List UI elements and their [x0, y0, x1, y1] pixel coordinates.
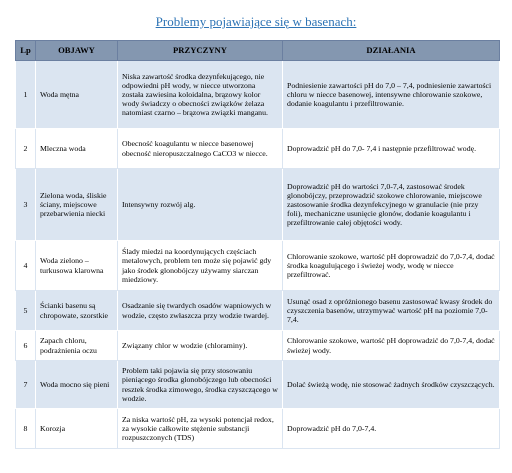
row-number: 1: [16, 61, 36, 129]
row-symptom: Woda mętna: [36, 61, 118, 129]
row-action: Doprowadzić pH do wartości 7,0-7,4, zastosować środek glonobójczy, przeprowadzić szokowe chlorowanie, miejscowe zastosowanie środka dezynfekcyjnego w granulacie (nie przy foli), mechaniczne usunięcie glonów, dodanie koagulantu i przefiltrowanie całej objętości wody.: [283, 169, 500, 241]
row-number: 2: [16, 129, 36, 169]
row-symptom: Woda mocno się pieni: [36, 361, 118, 409]
header-lp: Lp: [16, 41, 36, 61]
row-cause: Intensywny rozwój alg.: [118, 169, 283, 241]
row-cause: Osadzanie się twardych osadów wapniowych w wodzie, często zwłaszcza przy wodzie twardej.: [118, 291, 283, 331]
row-action: Chlorowanie szokowe, wartość pH doprowadzić do 7,0-7,4, dodać świeżej wody.: [283, 331, 500, 361]
table-row: [16, 409, 500, 449]
row-number: 7: [16, 361, 36, 409]
row-symptom: Zapach chloru, podrażnienia oczu: [36, 331, 118, 361]
table-row: [16, 331, 500, 361]
table-header-row: [16, 41, 500, 61]
row-action: Usunąć osad z opróżnionego basenu zastosować kwasy środek do czyszczenia basenów, utrzymywać wartość pH na poziomie 7,0-7,4.: [283, 291, 500, 331]
row-cause: Ślady miedzi na koordynujących częściach metalowych, problem ten może się pojawić gdy jako środek glonobójczy używamy siarczan miedziowy.: [118, 241, 283, 291]
table-row: [16, 61, 500, 129]
table-row: [16, 361, 500, 409]
row-symptom: Mleczna woda: [36, 129, 118, 169]
table-row: [16, 169, 500, 241]
row-action: Dolać świeżą wodę, nie stosować żadnych środków czyszczących.: [283, 361, 500, 409]
row-symptom: Zielona woda, śliskie ściany, miejscowe przebarwienia niecki: [36, 169, 118, 241]
row-symptom: Woda zielono – turkusowa klarowna: [36, 241, 118, 291]
row-cause: Niska zawartość środka dezynfekującego, nie odpowiedni pH wody, w niecce utworzona została zawiesina koloidalna, brązowy kolor wody świadczy o obecności związków żelaza natomiast czarno – brązowa związki manganu.: [118, 61, 283, 129]
header-przyczyny: PRZYCZYNY: [118, 41, 283, 61]
row-action: Chlorowanie szokowe, wartość pH doprowadzić do 7,0-7,4, dodać środka koagulującego i świeżej wody, wodę w niecce przefiltrować.: [283, 241, 500, 291]
row-symptom: Ścianki basenu są chropowate, szorstkie: [36, 291, 118, 331]
row-action: Podniesienie zawartości pH do 7,0 – 7,4, podniesienie zawartości chloru w niecce basenowej, intensywne chlorowanie szokowe, dodanie koagulantu i przefiltrowanie.: [283, 61, 500, 129]
table-row: [16, 291, 500, 331]
row-cause: Związany chlor w wodzie (chloraminy).: [118, 331, 283, 361]
row-number: 8: [16, 409, 36, 449]
table-row: [16, 241, 500, 291]
problems-table: [15, 40, 500, 449]
table-row: [16, 129, 500, 169]
header-dzialania: DZIAŁANIA: [283, 41, 500, 61]
row-number: 6: [16, 331, 36, 361]
row-number: 3: [16, 169, 36, 241]
row-cause: Za niska wartość pH, za wysoki potencjał redox, za wysokie całkowite stężenie substancji rozpuszczonych (TDS): [118, 409, 283, 449]
header-objawy: OBJAWY: [36, 41, 118, 61]
page-title: Problemy pojawiające się w basenach:: [155, 14, 357, 29]
row-cause: Problem taki pojawia się przy stosowaniu pieniącego środka glonobójczego lub obecności resztek środka zimowego, środka czyszczącego w wodzie.: [118, 361, 283, 409]
row-number: 4: [16, 241, 36, 291]
row-cause: Obecność koagulantu w niecce basenowej obecność nieropuszczalnego CaCO3 w niecce.: [118, 129, 283, 169]
row-action: Doprowadzić pH do 7,0- 7,4 i następnie przefiltrować wodę.: [283, 129, 500, 169]
row-action: Doprowadzić pH do 7,0-7,4.: [283, 409, 500, 449]
row-symptom: Korozja: [36, 409, 118, 449]
row-number: 5: [16, 291, 36, 331]
